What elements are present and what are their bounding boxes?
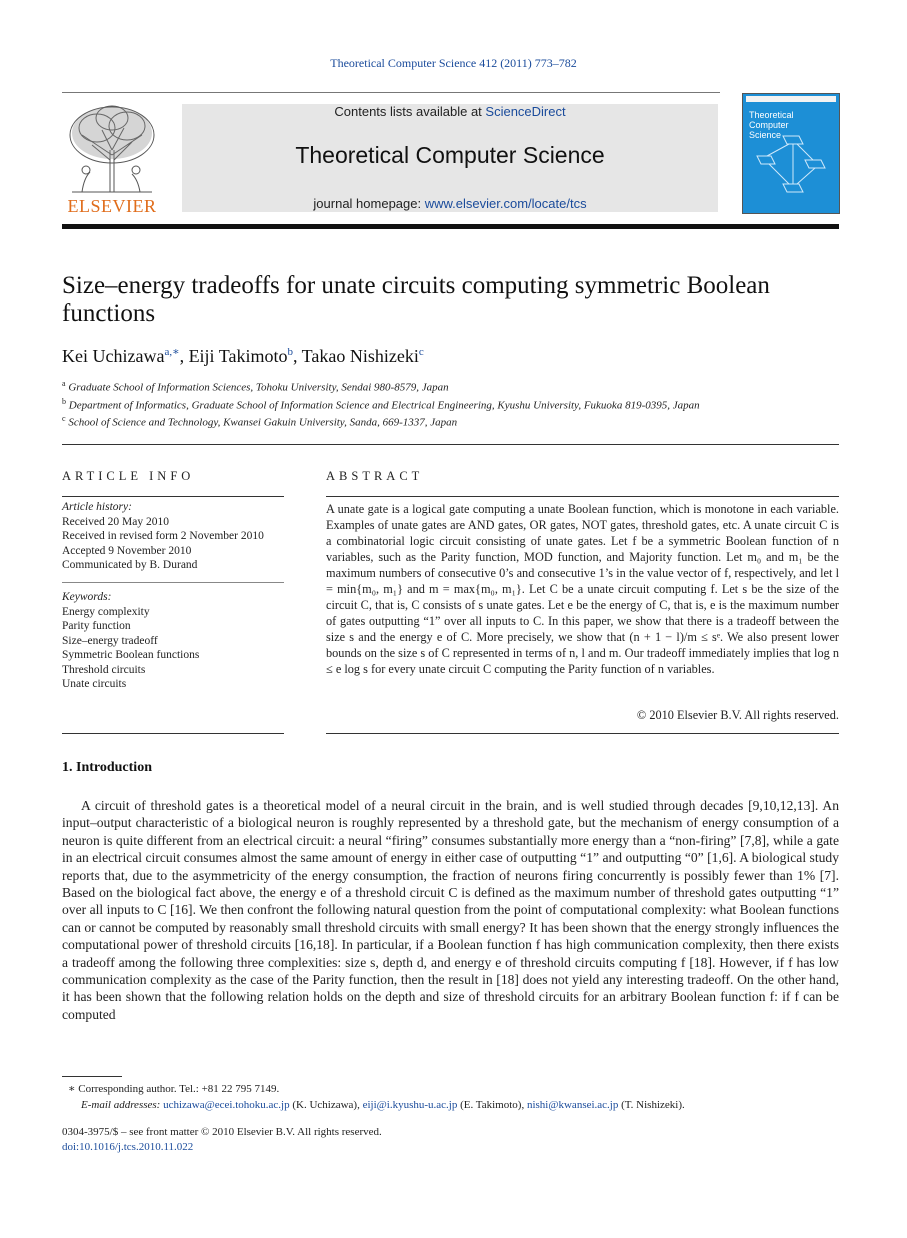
section-heading: 1. Introduction [62, 760, 152, 775]
history-item: Accepted 9 November 2010 [62, 544, 192, 557]
affil-text: Department of Informatics, Graduate School of Information Science and Electrical Engineering, Kyushu University, Fukuoka 819-0395, Japan [68, 399, 700, 412]
publisher-name: ELSEVIER [67, 196, 157, 216]
issn-line: 0304-3975/$ – see front matter © 2010 Elsevier B.V. All rights reserved. [62, 1126, 382, 1138]
info-bottom-rule [62, 733, 284, 734]
keyword: Size–energy tradeoff [62, 634, 158, 647]
affil-sup: c [62, 414, 66, 423]
abstract-bottom-rule [326, 733, 839, 734]
keyword: Energy complexity [62, 605, 150, 618]
cover-title: Theoretical Computer Science [749, 110, 794, 140]
contents-line [182, 104, 718, 119]
abstract-heading: ABSTRACT [326, 469, 424, 483]
author-list: Kei Uchizawa$^{a,∗}$, Eiji Takimoto$^b$, Takao Nishizeki$^c$ [62, 346, 424, 366]
keywords-label: Keywords: [62, 591, 112, 603]
contents-prefix: Contents lists available at [334, 104, 486, 119]
elsevier-tree-icon [62, 100, 162, 195]
history-item: Received 20 May 2010 [62, 515, 169, 528]
info-inner-rule [62, 582, 284, 583]
abstract-text: A unate gate is a logical gate computing a unate Boolean function, which is monotone in each variable. Examples of unate gates are AND gates, OR gates, NOT gates, threshold gates, etc. A unate circuit C is a combinatorial logic circuit consisting of unate gates. Let f be a symmetric Boolean function of n variables, such as the Parity function, MOD function, and Majority function. Let m₀ and m₁ be the maximum numbers of consecutive 0’s and consecutive 1’s in the value vector of f, respectively, and let l = min{m₀, m₁} and m = max{m₀, m₁}. Let C be a unate circuit computing f. Let s be the size of the circuit C, that is, C consists of s unate gates. Let e be the energy of C, that is, e is the maximum number of gates outputting “1” over all inputs to C. In this paper, we show that there is a tradeoff between the size s and the energy e of C. More precisely, we show that (n + 1 − l)/m ≤ sᵉ. We also present lower bounds on the size s of C represented in terms of n, l and m. Our tradeoff immediately implies that log n ≤ e log s for every unate circuit C computing the Parity function of n variables. [326, 502, 839, 676]
header-rule [62, 92, 720, 93]
homepage-link[interactable]: www.elsevier.com/locate/tcs [424, 196, 587, 211]
email-addresses [81, 1099, 861, 1111]
email-owner: (K. Uchizawa), [289, 1099, 363, 1111]
keyword: Symmetric Boolean functions [62, 649, 200, 661]
author-affil-sup[interactable]: b [287, 346, 293, 358]
journal-title: Theoretical Computer Science [295, 142, 605, 168]
author-affil-sup[interactable]: c [418, 346, 424, 358]
affiliation [62, 414, 842, 429]
intro-body [62, 797, 839, 1023]
intro-paragraph: A circuit of threshold gates is a theoretical model of a neural circuit in the brain, and is well studied through decades [9,10,12,13]. An input–output characteristic of a biological neuron is roughly represented by a threshold gate, but the mechanism of energy consumption of a neuron is quite different from an electrical circuit: a neural “firing” consumes substantially more energy than a “non-firing” [7,8], while a gate in an electrical circuit consumes almost the same amount of energy in either case of outputting “1” and outputting “0” [1,6]. A biological study reports that, due to the asymmetricity of the energy consumption, the fraction of neurons firing concurrently is possibly fewer than 1% [7]. Based on the biological fact above, the energy e of a threshold circuit C is defined as the maximum number of threshold gates outputting “1” over all inputs to C [16]. We then confront the following natural question from the point of computational complexity: what Boolean functions can or cannot be computed by reasonably small threshold circuits with small energy? It has been shown that the energy strongly influences the computational power of threshold circuits [16,18]. In particular, if a Boolean function f has high communication complexity, then there exists a tradeoff among the following three complexities: size s, depth d, and energy e of threshold circuits computing f [18]. However, if f has low communication complexity as the case of the Parity function, then the result in [18] does not yield any interesting tradeoff. On the other hand, it has been shown that the following relation holds on the depth and size of threshold circuits for an arbitrary Boolean function f: if f can be computed [62, 798, 839, 1022]
article-info [62, 500, 284, 573]
keyword: Threshold circuits [62, 663, 146, 676]
author-name: Eiji Takimoto [188, 346, 288, 366]
abstract-copyright: © 2010 Elsevier B.V. All rights reserved. [636, 708, 839, 722]
email-owner: (E. Takimoto), [457, 1099, 527, 1111]
author-name: Takao Nishizeki [301, 346, 419, 366]
affil-sup: a [62, 379, 66, 388]
keywords [62, 590, 284, 692]
email-label: E-mail addresses: [81, 1099, 164, 1111]
sciencedirect-link[interactable]: ScienceDirect [485, 104, 566, 119]
affiliation [62, 397, 842, 412]
email-link[interactable]: nishi@kwansei.ac.jp [526, 1099, 619, 1111]
abstract-rule [326, 496, 839, 497]
history-item: Communicated by B. Durand [62, 559, 198, 571]
journal-banner [182, 104, 718, 212]
header-thick-rule [62, 224, 839, 229]
doi-link[interactable]: doi:10.1016/j.tcs.2010.11.022 [62, 1141, 194, 1153]
journal-reference[interactable]: Theoretical Computer Science 412 (2011) 773–782 [330, 56, 577, 70]
email-owner: (T. Nishizeki). [618, 1099, 685, 1111]
email-link[interactable]: uchizawa@ecei.tohoku.ac.jp [163, 1099, 290, 1111]
article-info-heading: ARTICLE INFO [62, 469, 195, 483]
affil-text: School of Science and Technology, Kwansei Gakuin University, Sanda, 669-1337, Japan [68, 416, 458, 429]
homepage-prefix: journal homepage: [313, 196, 425, 211]
journal-cover [742, 93, 840, 214]
paper-title: Size–energy tradeoffs for unate circuits computing symmetric Boolean functions [62, 272, 770, 327]
keyword: Unate circuits [62, 678, 127, 690]
keyword: Parity function [62, 620, 131, 632]
homepage-line [182, 196, 718, 211]
affiliation [62, 379, 842, 394]
info-rule [62, 496, 284, 497]
email-link[interactable]: eiji@i.kyushu-u.ac.jp [362, 1099, 458, 1111]
history-label: Article history: [62, 501, 132, 513]
affiliation-rule [62, 444, 839, 445]
history-item: Received in revised form 2 November 2010 [62, 530, 264, 542]
cover-diagram-icon [743, 130, 839, 210]
cover-top-strip [746, 96, 836, 102]
affil-text: Graduate School of Information Sciences, Tohoku University, Sendai 980-8579, Japan [68, 381, 449, 394]
affil-sup: b [62, 397, 66, 406]
author-name: Kei Uchizawa [62, 346, 165, 366]
corresponding-author-note: ∗ Corresponding author. Tel.: +81 22 795 7149. [68, 1083, 280, 1095]
footnote-rule [62, 1076, 122, 1077]
author-affil-sup[interactable]: a,∗ [164, 346, 180, 358]
